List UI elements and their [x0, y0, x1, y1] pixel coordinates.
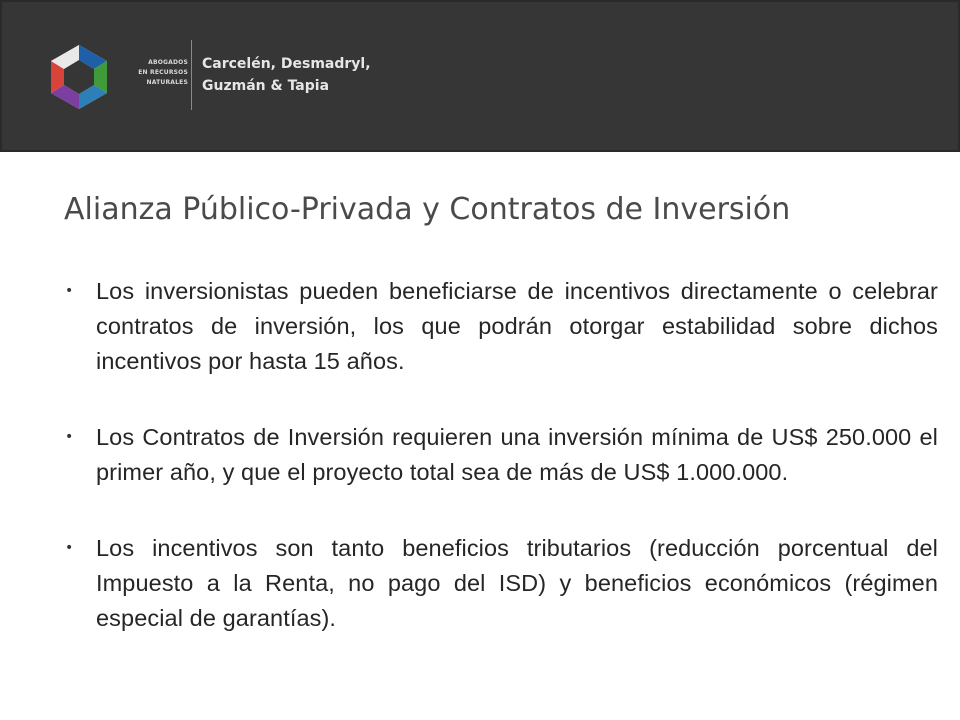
logo-divider: [191, 40, 192, 110]
hexagon-logo-icon: [44, 42, 114, 112]
bullet-icon: •: [65, 540, 74, 556]
bullet-text: Los Contratos de Inversión requieren una inversión mínima de US$ 250.000 el primer año, y que el proyecto total sea de más de US$ 1.000.000.: [96, 424, 938, 485]
firm-name-line: Guzmán & Tapia: [202, 78, 330, 94]
bullet-item: [64, 531, 938, 636]
logo-tagline: [116, 58, 188, 88]
header-banner: [0, 0, 960, 152]
bullet-text: Los incentivos son tanto beneficios tributarios (reducción porcentual del Impuesto a la Renta, no pago del ISD) y beneficios económicos (régimen especial de garantías).: [96, 535, 938, 631]
bullet-icon: •: [65, 283, 74, 299]
firm-name: [202, 53, 371, 97]
tagline-line: EN RECURSOS: [138, 69, 188, 76]
firm-name-line: Carcelén, Desmadryl,: [202, 56, 371, 72]
bullet-text: Los inversionistas pueden beneficiarse de incentivos directamente o celebrar contratos de inversión, los que podrán otorgar estabilidad sobre dichos incentivos por hasta 15 años.: [96, 278, 938, 374]
bullet-list: [64, 274, 938, 677]
bullet-item: [64, 420, 938, 490]
slide-title: Alianza Público-Privada y Contratos de Inversión: [64, 192, 791, 227]
bullet-icon: •: [65, 429, 74, 445]
tagline-line: NATURALES: [146, 79, 188, 86]
tagline-line: ABOGADOS: [148, 59, 188, 66]
bullet-item: [64, 274, 938, 379]
